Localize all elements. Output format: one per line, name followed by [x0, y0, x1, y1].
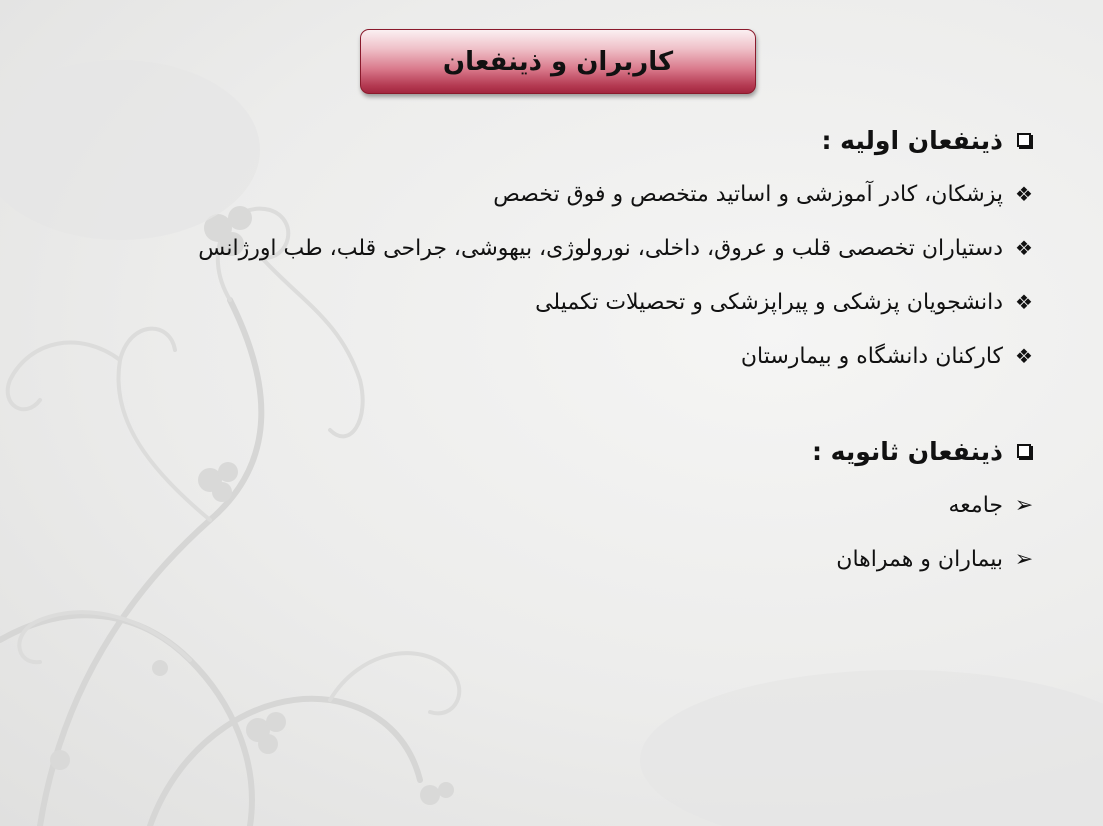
list-item-label: کارکنان دانشگاه و بیمارستان	[740, 343, 1003, 369]
list-item	[741, 338, 1035, 374]
four-diamond-icon: ❖	[1015, 290, 1033, 314]
list-item	[198, 230, 1035, 266]
four-diamond-icon: ❖	[1015, 182, 1033, 206]
list-item	[949, 487, 1036, 523]
secondary-stakeholders-heading	[812, 432, 1035, 470]
list-item	[836, 541, 1035, 577]
list-item	[535, 284, 1035, 320]
arrow-bullet-icon: ➢	[1014, 546, 1034, 572]
heading-label: ذینفعان ثانویه :	[811, 436, 1003, 466]
list-item-label: دستیاران تخصصی قلب و عروق، داخلی، نورولوژی، بیهوشی، جراحی قلب، طب اورژانس	[198, 235, 1003, 261]
list-item-label: دانشجویان پزشکی و پیراپزشکی و تحصیلات تکمیلی	[535, 289, 1003, 315]
list-item-label: پزشکان، کادر آموزشی و اساتید متخصص و فوق تخصص	[493, 181, 1003, 207]
checkbox-square-icon	[1013, 444, 1035, 458]
checkbox-square-icon	[1013, 133, 1035, 147]
list-item-label: بیماران و همراهان	[836, 546, 1003, 572]
slide-title: کاربران و ذینفعان	[442, 46, 674, 77]
heading-label: ذینفعان اولیه :	[821, 125, 1003, 155]
slide-title-box	[360, 29, 756, 94]
list-item	[493, 176, 1035, 212]
primary-stakeholders-heading	[821, 121, 1035, 159]
four-diamond-icon: ❖	[1015, 344, 1033, 368]
list-item-label: جامعه	[948, 492, 1003, 518]
arrow-bullet-icon: ➢	[1014, 492, 1034, 518]
four-diamond-icon: ❖	[1015, 236, 1033, 260]
